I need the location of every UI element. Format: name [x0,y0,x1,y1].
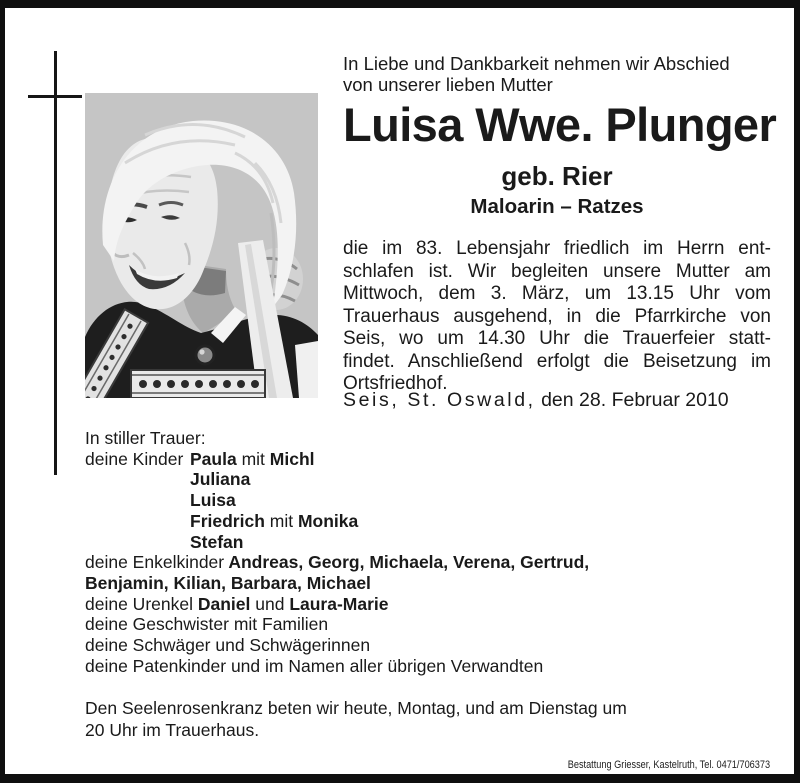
announcement-text [343,238,771,396]
great-grandchild-name: Daniel [192,593,251,614]
dateline-date: den 28. Februar 2010 [535,389,729,411]
children-row [85,449,685,470]
grandchildren-row [85,552,685,573]
funeral-home-credit: Bestattung Griesser, Kastelruth, Tel. 0471/706373 [567,759,770,771]
mourners-heading: In stiller Trauer: [85,428,206,448]
child-name: Friedrich [190,510,265,531]
mourners-line: deine Geschwister mit Familien [85,614,329,635]
cross-stem [54,51,57,475]
announcement-line: Seis, wo um 14.30 Uhr die Trauerfeier statt- [343,328,771,349]
children-row [85,490,685,511]
intro-text [343,53,771,95]
children-label: deine Kinder [85,448,184,469]
dateline [343,389,771,412]
announcement-line: schlafen ist. Wir begleiten unsere Mutter am [343,260,771,282]
great-grandchildren-row [85,594,685,615]
maiden-name: geb. Rier [501,161,613,191]
portrait-photo [85,93,318,398]
child-mit: mit [264,510,298,531]
grandchildren-names: Andreas, Georg, Michaela, Verena, Gertrud, [224,552,590,573]
announcement-line: die im 83. Lebensjahr friedlich im Herrn ent- [343,238,771,259]
grandchildren-names: Benjamin, Kilian, Barbara, Michael [85,572,371,593]
intro-line-1: In Liebe und Dankbarkeit nehmen wir Abschied [343,53,730,74]
rosary-line-2: 20 Uhr im Trauerhaus. [85,720,260,740]
mourners-line: deine Patenkinder und im Namen aller übrigen Verwandten [85,655,544,676]
children-row [85,532,685,553]
child-partner: Monika [297,510,359,531]
grandchildren-row-2 [85,573,685,594]
intro-line-2: von unserer lieben Mutter [343,74,553,95]
great-grandchild-und: und [250,593,290,614]
rosary-line-1: Den Seelenrosenkranz beten wir heute, Montag, und am Dienstag um [85,698,627,718]
child-partner: Michl [269,448,315,469]
rosary-note [85,697,725,741]
dateline-place: Seis, St. Oswald, [343,389,536,411]
announcement-line: Trauerhaus ausgehend, in die Pfarrkirche von [343,305,771,327]
great-grandchildren-label: deine Urenkel [85,593,193,614]
announcement-line: findet. Anschließend erfolgt die Beisetzung im [343,350,771,372]
child-mit: mit [236,448,270,469]
cross-crossbar [28,95,82,98]
great-grandchild-name: Laura-Marie [289,593,389,614]
child-name: Paula [190,448,237,469]
announcement-line: Mittwoch, dem 3. März, um 13.15 Uhr vom [343,283,771,304]
children-row [85,469,685,490]
children-row [85,511,685,532]
announcement-line-last: Ortsfriedhof. [343,373,448,394]
mourners-list [85,428,685,676]
child-name: Juliana [190,469,251,490]
mourners-line: deine Schwäger und Schwägerinnen [85,635,371,656]
vulgo-name: Maloarin – Ratzes [470,195,644,218]
deceased-name: Luisa Wwe. Plunger [343,98,777,151]
grandchildren-label: deine Enkelkinder [85,552,225,573]
portrait-illustration [85,93,318,398]
child-name: Luisa [190,490,236,511]
child-name: Stefan [190,531,244,552]
